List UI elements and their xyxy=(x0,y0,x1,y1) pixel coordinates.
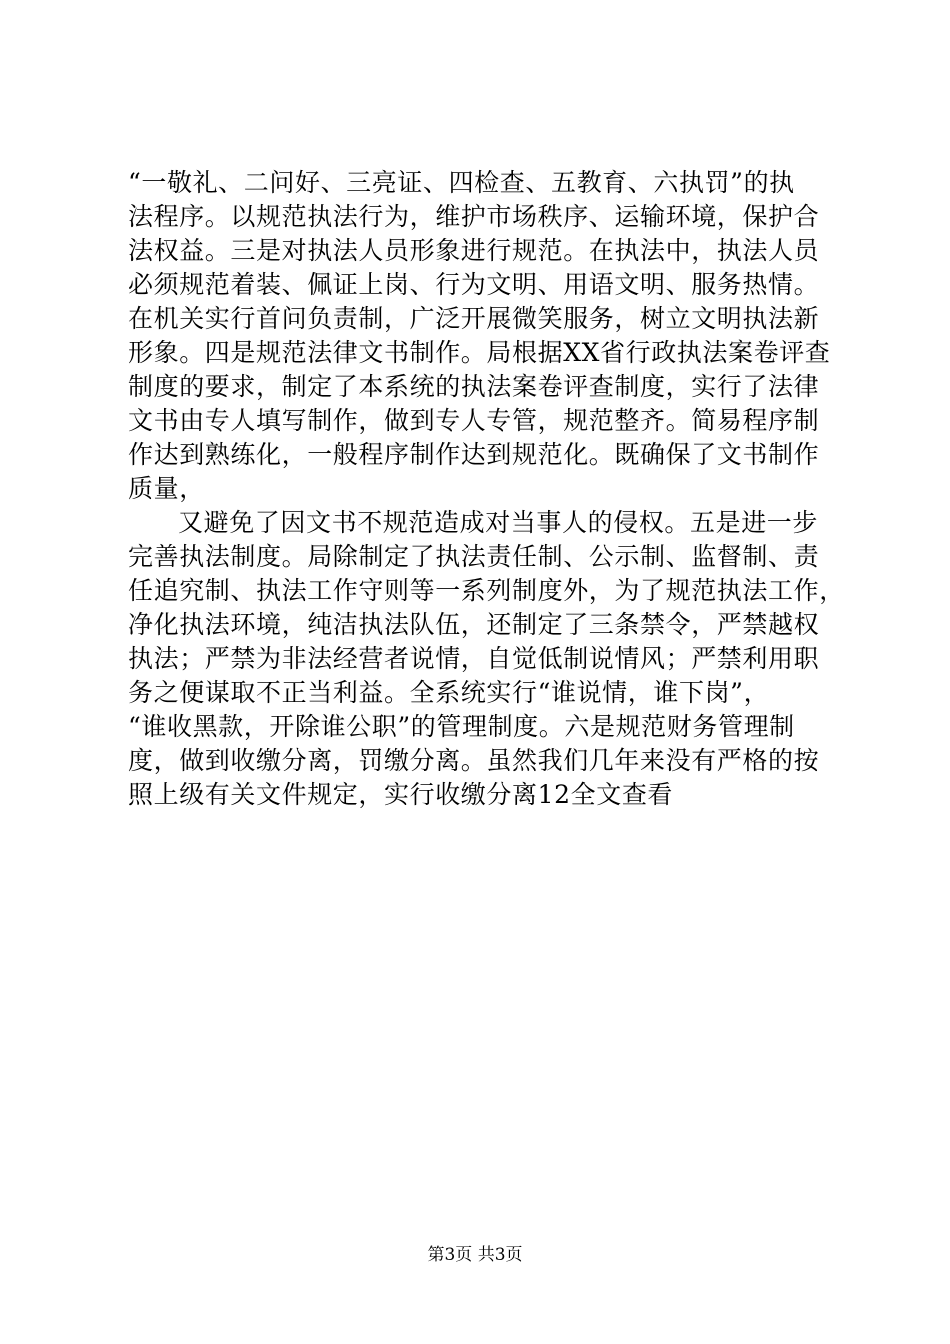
text-line-5: 在机关实行首问负责制，广泛开展微笑服务，树立文明执法新 xyxy=(128,304,820,333)
text-line-2: 法程序。以规范执法行为，维护市场秩序、运输环境，保护合 xyxy=(128,202,820,231)
text-line-19: 照上级有关文件规定，实行收缴分离12全文查看 xyxy=(128,780,674,809)
text-line-14: 净化执法环境，纯洁执法队伍，还制定了三条禁令，严禁越权 xyxy=(128,610,820,639)
body-text xyxy=(128,166,845,812)
text-line-10: 质量， xyxy=(128,474,205,503)
text-line-12: 完善执法制度。局除制定了执法责任制、公示制、监督制、责 xyxy=(128,542,820,571)
text-line-7: 制度的要求，制定了本系统的执法案卷评查制度，实行了法律 xyxy=(128,372,820,401)
text-line-11: 又避免了因文书不规范造成对当事人的侵权。五是进一步 xyxy=(178,508,819,537)
page-number-label: 第3页 共3页 xyxy=(427,1245,523,1265)
text-line-18: 度，做到收缴分离，罚缴分离。虽然我们几年来没有严格的按 xyxy=(128,746,820,775)
text-line-17: “谁收黑款，开除谁公职”的管理制度。六是规范财务管理制 xyxy=(128,712,795,741)
text-line-15: 执法；严禁为非法经营者说情，自觉低制说情风；严禁利用职 xyxy=(128,644,820,673)
text-line-13: 任追究制、执法工作守则等一系列制度外，为了规范执法工作， xyxy=(128,576,845,605)
text-line-9: 作达到熟练化，一般程序制作达到规范化。既确保了文书制作 xyxy=(128,440,820,469)
text-line-3: 法权益。三是对执法人员形象进行规范。在执法中，执法人员 xyxy=(128,236,820,265)
text-line-8: 文书由专人填写制作，做到专人专管，规范整齐。简易程序制 xyxy=(128,406,820,435)
text-line-6: 形象。四是规范法律文书制作。局根据XX省行政执法案卷评查 xyxy=(128,338,831,367)
text-line-1: “一敬礼、二问好、三亮证、四检查、五教育、六执罚”的执 xyxy=(128,168,795,197)
text-line-16: 务之便谋取不正当利益。全系统实行“谁说情，谁下岗”， xyxy=(128,678,770,707)
page-footer xyxy=(0,1244,950,1266)
text-line-4: 必须规范着装、佩证上岗、行为文明、用语文明、服务热情。 xyxy=(128,270,820,299)
